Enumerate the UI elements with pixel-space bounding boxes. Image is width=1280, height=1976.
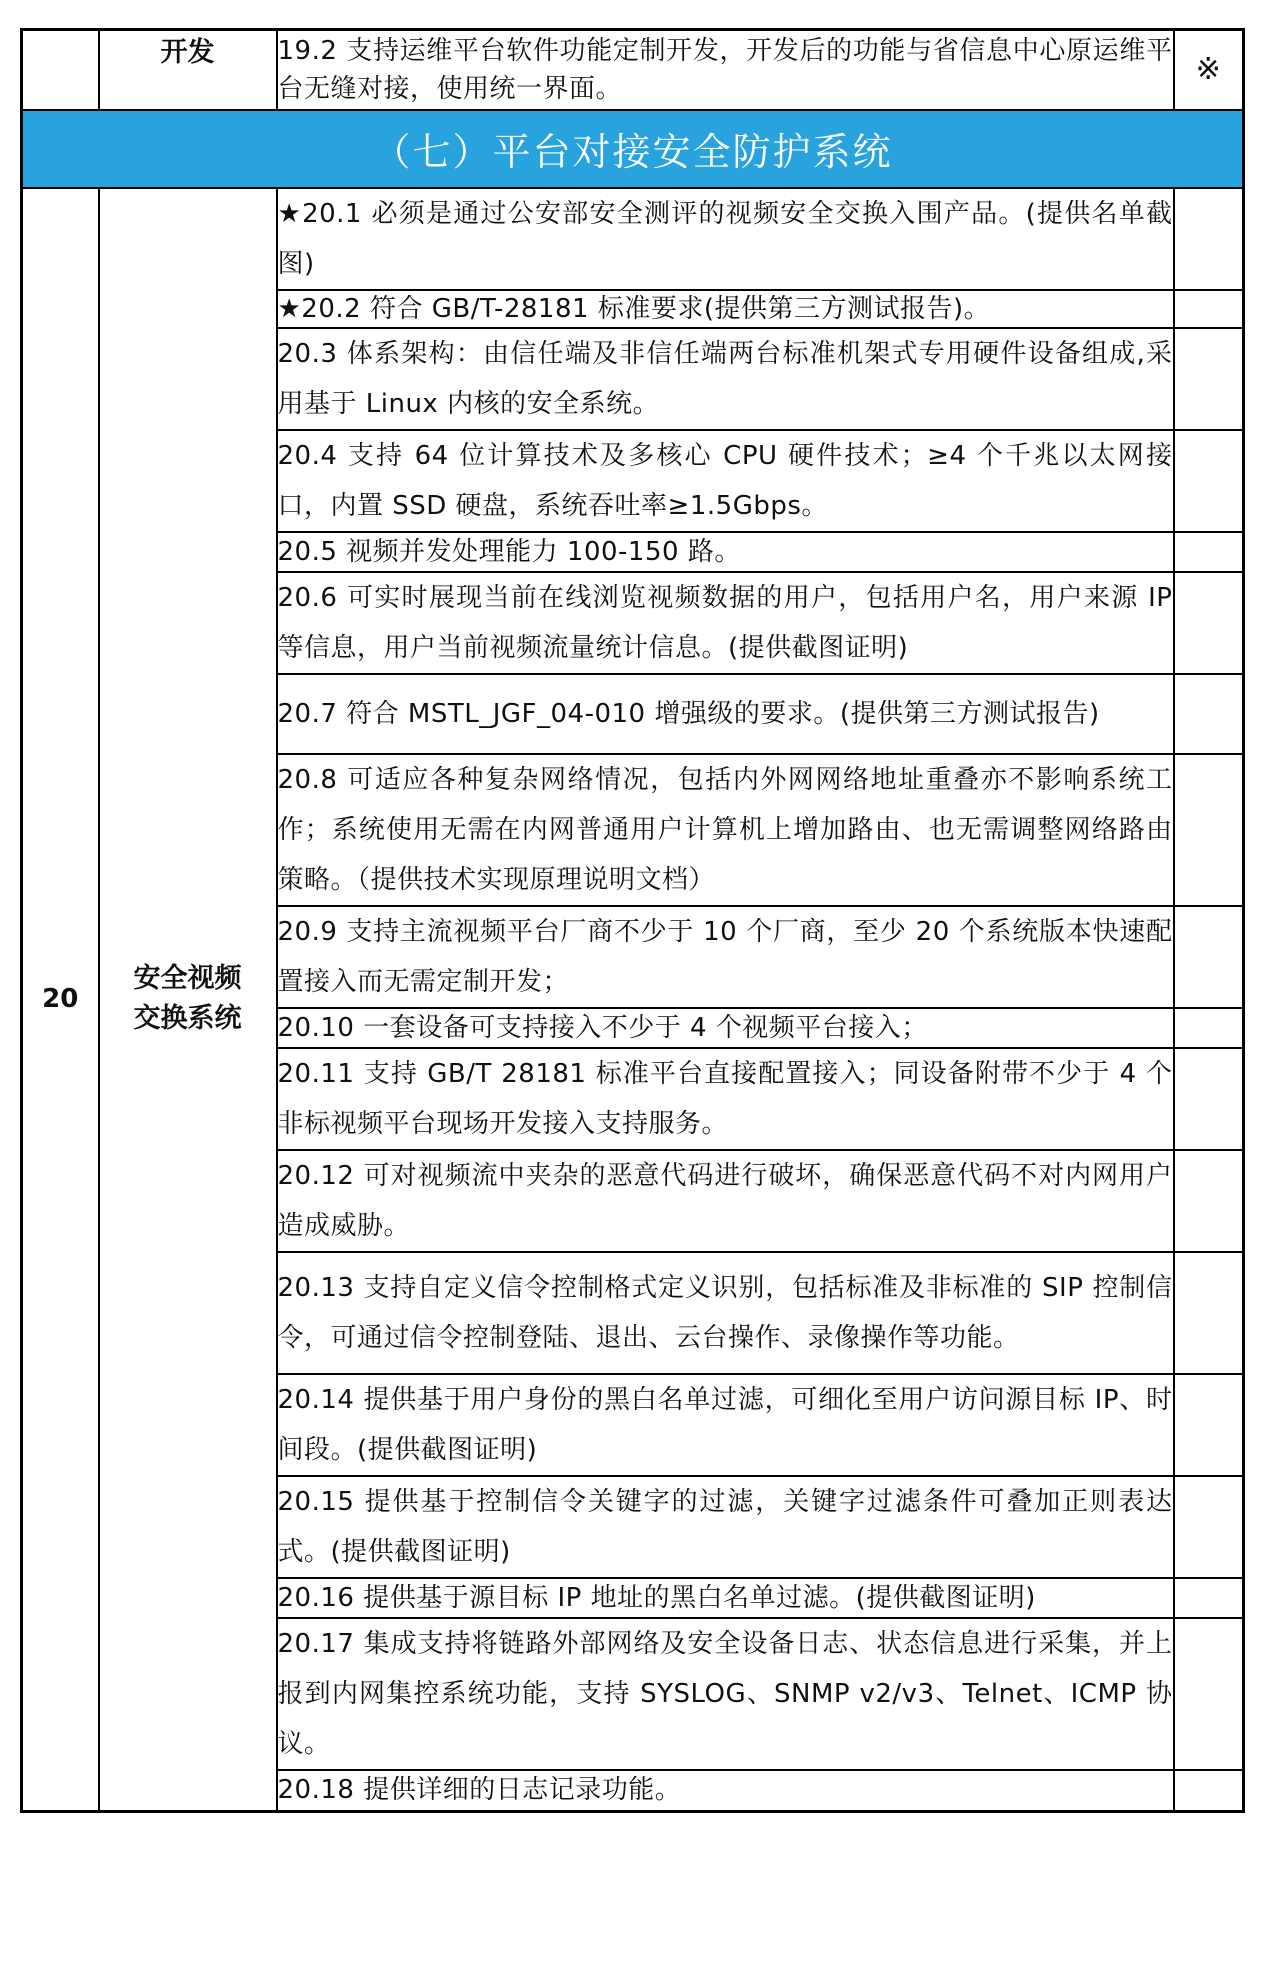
requirement-text: 20.18 提供详细的日志记录功能。	[277, 1770, 1174, 1812]
requirement-text: ★20.1 必须是通过公安部安全测评的视频安全交换入围产品。(提供名单截图)	[277, 188, 1174, 290]
mark-cell	[1174, 1008, 1244, 1048]
item-name	[99, 188, 277, 1812]
requirement-text: 20.17 集成支持将链路外部网络及安全设备日志、状态信息进行采集，并上报到内网集控系统功能，支持 SYSLOG、SNMP v2/v3、Telnet、ICMP 协议。	[277, 1618, 1174, 1770]
number-cell	[22, 30, 99, 110]
requirement-text: 20.10 一套设备可支持接入不少于 4 个视频平台接入；	[277, 1008, 1174, 1048]
mark-cell	[1174, 188, 1244, 290]
table-row	[22, 30, 1244, 110]
requirement-text: 20.9 支持主流视频平台厂商不少于 10 个厂商，至少 20 个系统版本快速配置接入而无需定制开发；	[277, 906, 1174, 1008]
requirement-text: 20.3 体系架构：由信任端及非信任端两台标准机架式专用硬件设备组成,采用基于 Linux 内核的安全系统。	[277, 328, 1174, 430]
mark-cell	[1174, 1578, 1244, 1618]
requirement-text: 19.2 支持运维平台软件功能定制开发，开发后的功能与省信息中心原运维平台无缝对接，使用统一界面。	[277, 30, 1174, 110]
requirement-text: 20.15 提供基于控制信令关键字的过滤，关键字过滤条件可叠加正则表达式。(提供截图证明)	[277, 1476, 1174, 1578]
requirement-text: 20.5 视频并发处理能力 100-150 路。	[277, 532, 1174, 572]
requirement-text: 20.6 可实时展现当前在线浏览视频数据的用户，包括用户名，用户来源 IP 等信息，用户当前视频流量统计信息。(提供截图证明)	[277, 572, 1174, 674]
mark-cell	[1174, 674, 1244, 754]
section-header-row	[22, 110, 1244, 188]
requirement-text: 20.14 提供基于用户身份的黑白名单过滤，可细化至用户访问源目标 IP、时间段。(提供截图证明)	[277, 1374, 1174, 1476]
requirement-text: 20.13 支持自定义信令控制格式定义识别，包括标准及非标准的 SIP 控制信令，可通过信令控制登陆、退出、云台操作、录像操作等功能。	[277, 1252, 1174, 1374]
requirement-text: 20.7 符合 MSTL_JGF_04-010 增强级的要求。(提供第三方测试报告)	[277, 674, 1174, 754]
mark-cell: ※	[1174, 30, 1244, 110]
requirement-text: 20.11 支持 GB/T 28181 标准平台直接配置接入；同设备附带不少于 4 个非标视频平台现场开发接入支持服务。	[277, 1048, 1174, 1150]
requirement-text: 20.8 可适应各种复杂网络情况，包括内外网网络地址重叠亦不影响系统工作；系统使用无需在内网普通用户计算机上增加路由、也无需调整网络路由策略。（提供技术实现原理说明文档）	[277, 754, 1174, 906]
requirements-table	[20, 28, 1245, 1813]
mark-cell	[1174, 430, 1244, 532]
mark-cell	[1174, 532, 1244, 572]
mark-cell	[1174, 1252, 1244, 1374]
mark-cell	[1174, 290, 1244, 328]
table-row	[22, 188, 1244, 290]
item-name-line: 交换系统	[133, 1003, 242, 1035]
mark-cell	[1174, 906, 1244, 1008]
mark-cell	[1174, 754, 1244, 906]
mark-cell	[1174, 572, 1244, 674]
requirement-text: 20.16 提供基于源目标 IP 地址的黑白名单过滤。(提供截图证明)	[277, 1578, 1174, 1618]
section-title: （七）平台对接安全防护系统	[22, 110, 1244, 188]
mark-cell	[1174, 328, 1244, 430]
mark-cell	[1174, 1374, 1244, 1476]
mark-cell	[1174, 1048, 1244, 1150]
mark-cell	[1174, 1150, 1244, 1252]
mark-cell	[1174, 1618, 1244, 1770]
mark-cell	[1174, 1476, 1244, 1578]
requirement-text: ★20.2 符合 GB/T-28181 标准要求(提供第三方测试报告)。	[277, 290, 1174, 328]
item-number: 20	[22, 188, 99, 1812]
requirement-text: 20.12 可对视频流中夹杂的恶意代码进行破坏，确保恶意代码不对内网用户造成威胁。	[277, 1150, 1174, 1252]
category-cell: 开发	[99, 30, 277, 110]
requirement-text: 20.4 支持 64 位计算技术及多核心 CPU 硬件技术；≥4 个千兆以太网接口，内置 SSD 硬盘，系统吞吐率≥1.5Gbps。	[277, 430, 1174, 532]
item-name-line: 安全视频	[133, 963, 242, 995]
mark-cell	[1174, 1770, 1244, 1812]
